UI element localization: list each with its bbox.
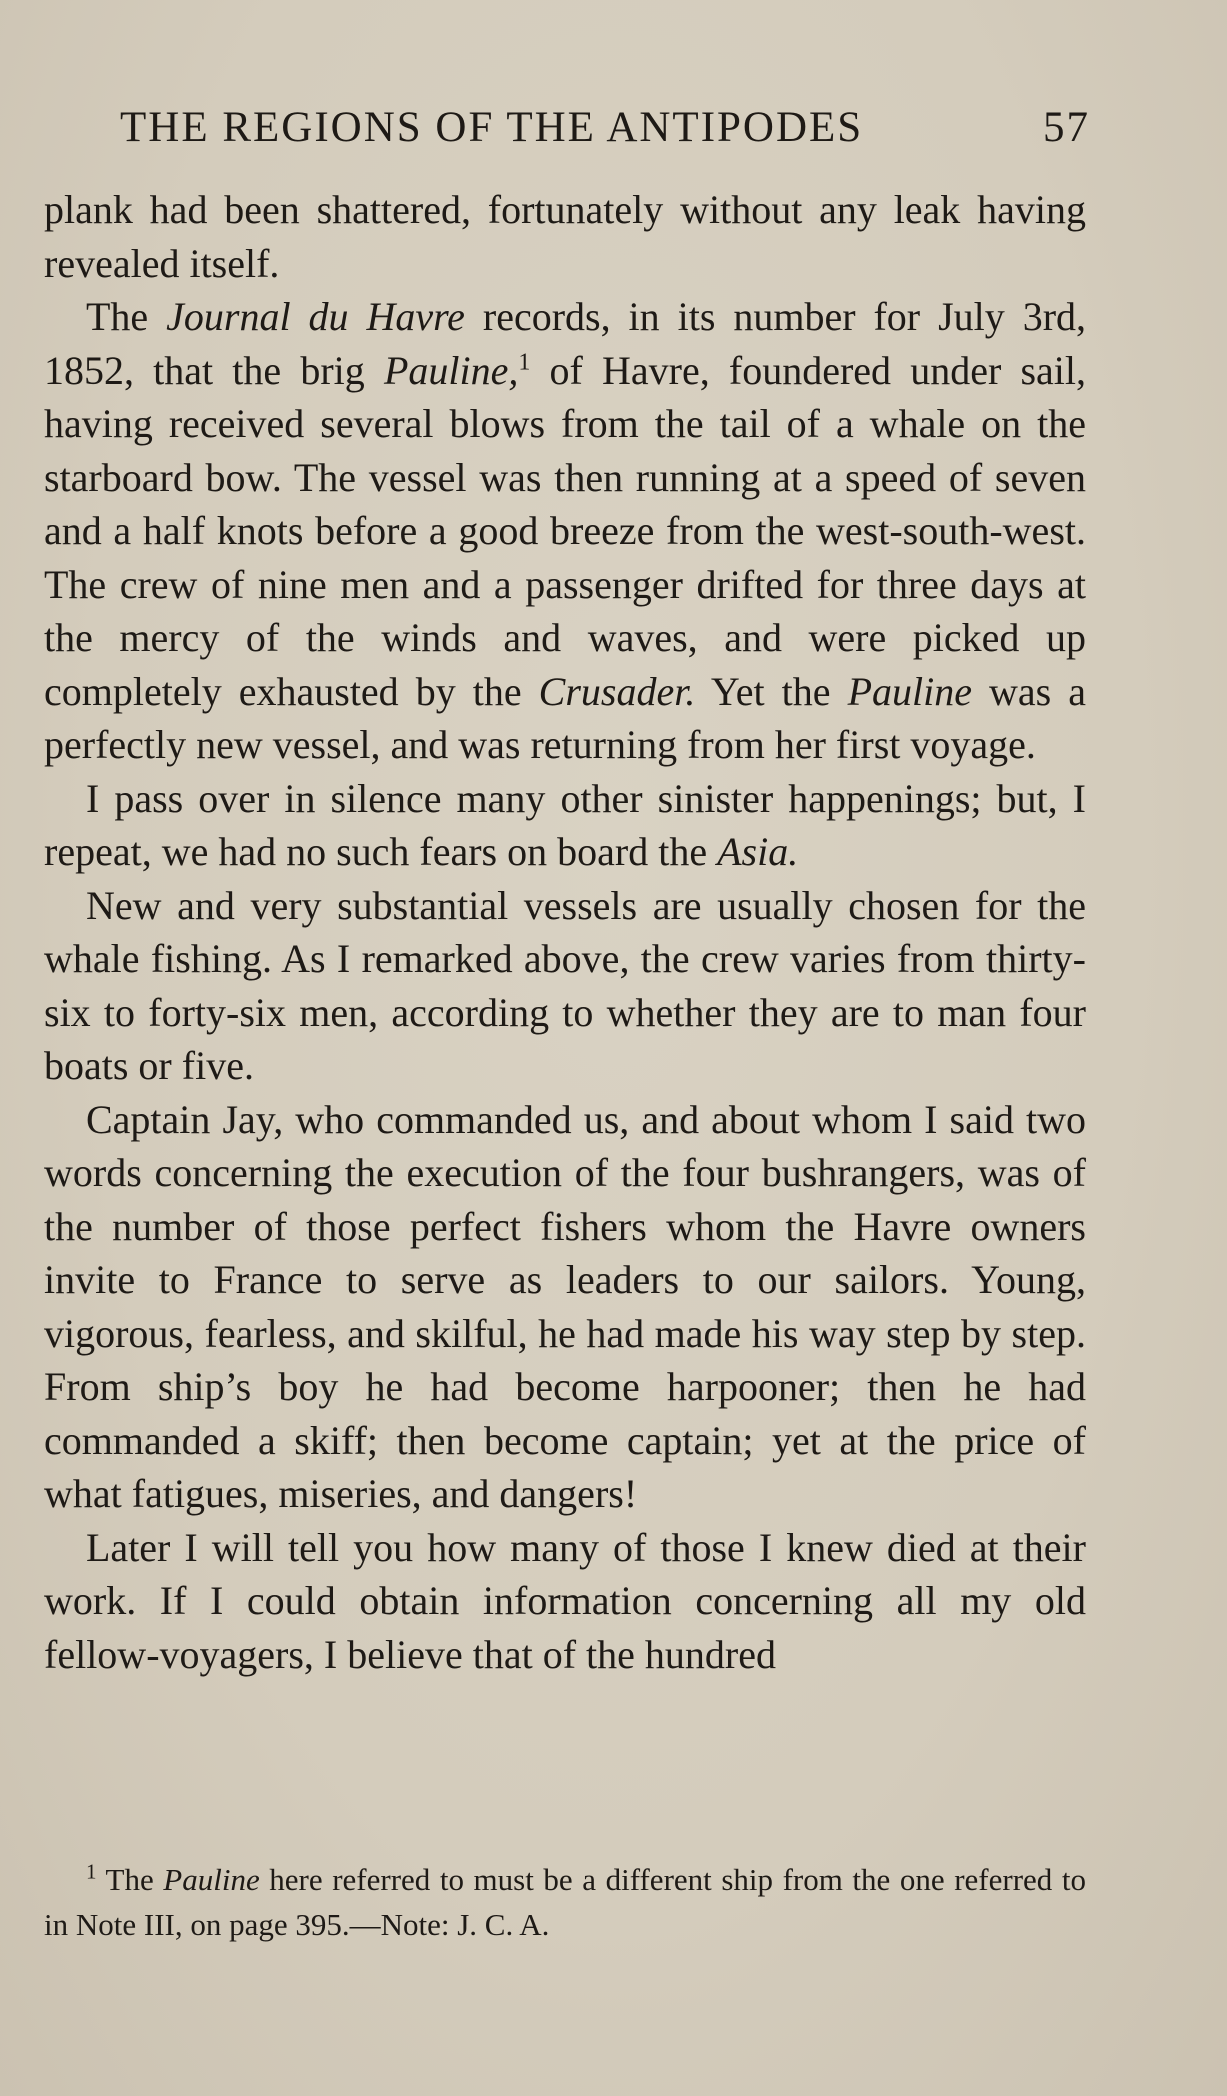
- footnote-text-a: The: [96, 1862, 164, 1897]
- journal-title: Journal du Havre: [166, 294, 465, 339]
- footnote-1: [44, 1857, 1086, 1947]
- footnote-ship-name: Pauline: [163, 1862, 260, 1897]
- paragraph-4: New and very substantial vessels are usually chosen for the whale fishing. As I remarked above, the crew varies from thirty-six to forty-six men, according to whether they are to man four boats or five.: [44, 882, 1086, 1088]
- p2-text-c: of Havre, foundered under sail, having received several blows from the tail of a whale on the starboard bow. The vessel was then running at a speed of seven and a half knots before a good breeze from the west-south-west. The crew of nine men and a passenger drifted for three days at the mercy of the winds and waves, and were picked up completely exhausted by the: [44, 347, 1087, 714]
- footnote-mark: 1: [86, 1859, 97, 1884]
- paragraph-5: Captain Jay, who commanded us, and about whom I said two words concerning the execution of the four bushrangers, was of the number of those perfect fishers whom the Havre owners invite to France to serve as leaders to our sailors. Young, vigorous, fearless, and skilful, he had made his way step by step. From ship’s boy he had become harpooner; then he had commanded a skiff; then become captain; yet at the price of what fatigues, miseries, and dangers!: [44, 1096, 1086, 1516]
- p2-text-d: Yet the: [695, 668, 848, 714]
- ship-name-crusader: Crusader.: [538, 668, 696, 714]
- p2-text-a: The: [86, 294, 167, 339]
- footnote-text-b: here referred to must be a different ship from the one referred to in Note III, on page 395.—Note: J. C. A.: [44, 1862, 1086, 1942]
- running-header: [120, 98, 1090, 158]
- footnote-ref: 1: [518, 349, 531, 376]
- footnotes: [44, 1857, 1086, 1947]
- p2-text-e: was a perfectly new vessel, and was returning from her first voyage.: [44, 668, 1086, 767]
- paragraph-1: plank had been shattered, fortunately without any leak having revealed itself.: [44, 187, 1086, 286]
- ship-name-pauline: Pauline,: [383, 347, 519, 393]
- body-text: [44, 183, 1086, 1681]
- paragraph-2: [44, 290, 1086, 772]
- page-number: 57: [1043, 104, 1090, 151]
- ship-name-asia: Asia.: [717, 829, 799, 874]
- running-title: THE REGIONS OF THE ANTIPODES: [120, 104, 864, 151]
- ship-name-pauline-2: Pauline: [847, 668, 972, 714]
- p2-text-b: records, in its number for July 3rd, 1852, that the brig: [44, 294, 1087, 393]
- paragraph-3: [44, 772, 1086, 879]
- paragraph-6: Later I will tell you how many of those I knew died at their work. If I could obtain information concerning all my old fellow-voyagers, I believe that of the hundred: [44, 1524, 1086, 1677]
- p3-text-a: I pass over in silence many other sinister happenings; but, I repeat, we had no such fears on board the: [44, 775, 1086, 874]
